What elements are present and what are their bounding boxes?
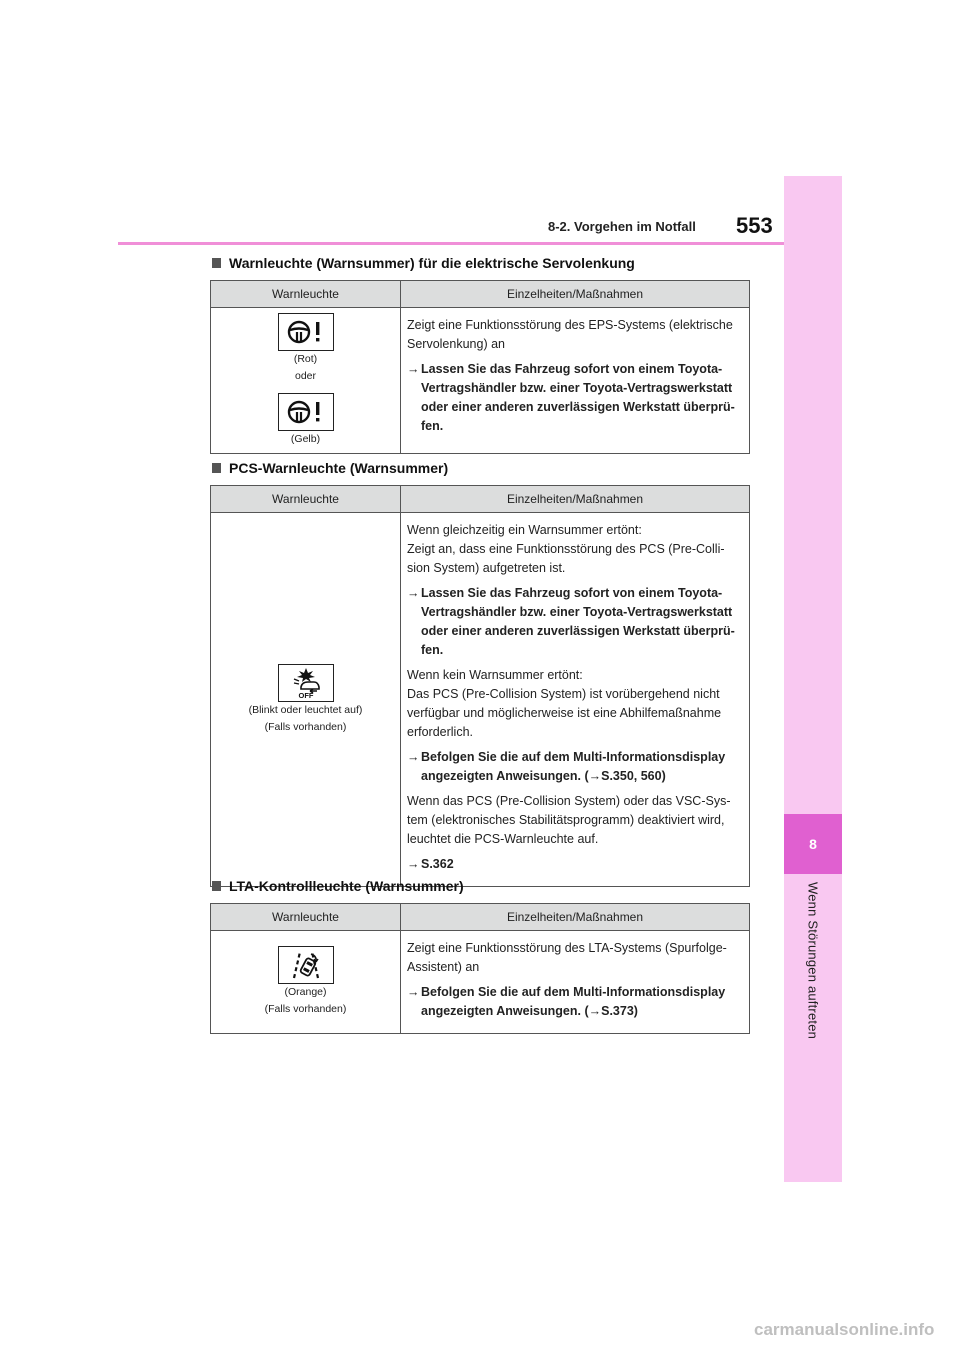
- detail-action: → Lassen Sie das Fahrzeug sofort von einem Toyota-Vertragshändler bzw. einer Toyota-Vertragswerkstatt oder einer anderen zuverlässigen Werkstatt überprü-fen.: [407, 362, 735, 433]
- section-heading-eps: Warnleuchte (Warnsummer) für die elektrische Servolenkung: [212, 255, 635, 271]
- arrow-icon: →: [407, 586, 420, 600]
- header-rule: [118, 242, 784, 245]
- section-heading-lta: LTA-Kontrollleuchte (Warnsummer): [212, 878, 464, 894]
- detail-action: → Lassen Sie das Fahrzeug sofort von einem Toyota-Vertragshändler bzw. einer Toyota-Vertragswerkstatt oder einer anderen zuverlässigen Werkstatt überprü-fen.: [407, 586, 735, 657]
- chapter-side-tab: [784, 176, 842, 1182]
- detail-action: → Befolgen Sie die auf dem Multi-Informationsdisplay angezeigten Anweisungen. (→S.350, 560): [407, 750, 726, 783]
- pcs-off-badge: OFF: [298, 690, 313, 699]
- arrow-icon: →: [407, 857, 420, 871]
- pcs-off-warning-icon: [278, 664, 334, 702]
- icon-caption-yellow: (Gelb): [290, 433, 321, 445]
- arrow-icon: →: [407, 750, 420, 764]
- chapter-title: Wenn Störungen auftreten: [805, 882, 821, 1040]
- lane-tracing-assist-icon: [278, 946, 334, 984]
- icon-caption-red: (Rot): [293, 353, 318, 365]
- col-header-warnleuchte: Warnleuchte: [211, 904, 401, 931]
- icon-caption-or: oder: [294, 370, 316, 382]
- steering-wheel-warning-icon: [278, 313, 334, 351]
- col-header-details: Einzelheiten/Maßnahmen: [401, 904, 750, 931]
- detail-text: Wenn gleichzeitig ein Warnsummer ertönt:: [407, 523, 642, 537]
- watermark-footer: carmanualsonline.info: [754, 1320, 935, 1339]
- lta-details-cell: [401, 931, 750, 1034]
- page-number: 553: [736, 213, 773, 238]
- square-bullet-icon: [212, 881, 221, 891]
- lta-warning-table: [210, 903, 750, 1034]
- chapter-number: 8: [784, 814, 842, 874]
- eps-warning-table: [210, 280, 750, 454]
- detail-text: Das PCS (Pre-Collision System) ist vorübergehend nicht verfügbar und möglicherweise ist eine Abhilfemaßnahme erforderlich.: [407, 687, 722, 739]
- icon-caption-optional: (Falls vorhanden): [264, 1003, 347, 1015]
- detail-text: Zeigt eine Funktionsstörung des EPS-Systems (elektrische Servolenkung) an: [407, 318, 733, 351]
- col-header-details: Einzelheiten/Maßnahmen: [401, 281, 750, 308]
- steering-wheel-warning-icon: [278, 393, 334, 431]
- section-heading-pcs: PCS-Warnleuchte (Warnsummer): [212, 460, 448, 476]
- detail-text: Wenn das PCS (Pre-Collision System) oder das VSC-Sys-tem (elektronisches Stabilitätsprogramm) deaktiviert wird, leuchtet die PCS-Warnleuchte auf.: [407, 794, 731, 846]
- detail-text: Zeigt eine Funktionsstörung des LTA-Systems (Spurfolge-Assistent) an: [407, 941, 727, 974]
- eps-icon-cell: [211, 308, 401, 454]
- arrow-icon: →: [407, 985, 420, 999]
- col-header-details: Einzelheiten/Maßnahmen: [401, 486, 750, 513]
- pcs-details-cell: [401, 513, 750, 887]
- section-label: 8-2. Vorgehen im Notfall: [548, 219, 696, 234]
- icon-caption-optional: (Falls vorhanden): [264, 720, 347, 733]
- icon-caption-orange: (Orange): [284, 986, 327, 998]
- col-header-warnleuchte: Warnleuchte: [211, 486, 401, 513]
- icon-caption-blink: (Blinkt oder leuchtet auf): [248, 703, 363, 716]
- pcs-warning-table: [210, 485, 750, 887]
- detail-text: Zeigt an, dass eine Funktionsstörung des PCS (Pre-Colli-sion System) aufgetreten ist.: [407, 542, 725, 575]
- arrow-icon: →: [407, 362, 420, 376]
- pcs-icon-cell: [211, 513, 401, 887]
- detail-text: Wenn kein Warnsummer ertönt:: [407, 668, 583, 682]
- square-bullet-icon: [212, 463, 221, 473]
- detail-action-ref[interactable]: → S.362: [407, 855, 743, 874]
- col-header-warnleuchte: Warnleuchte: [211, 281, 401, 308]
- eps-details-cell: [401, 308, 750, 454]
- detail-action: → Befolgen Sie die auf dem Multi-Informationsdisplay angezeigten Anweisungen. (→S.373): [407, 985, 726, 1018]
- square-bullet-icon: [212, 258, 221, 268]
- lta-icon-cell: [211, 931, 401, 1034]
